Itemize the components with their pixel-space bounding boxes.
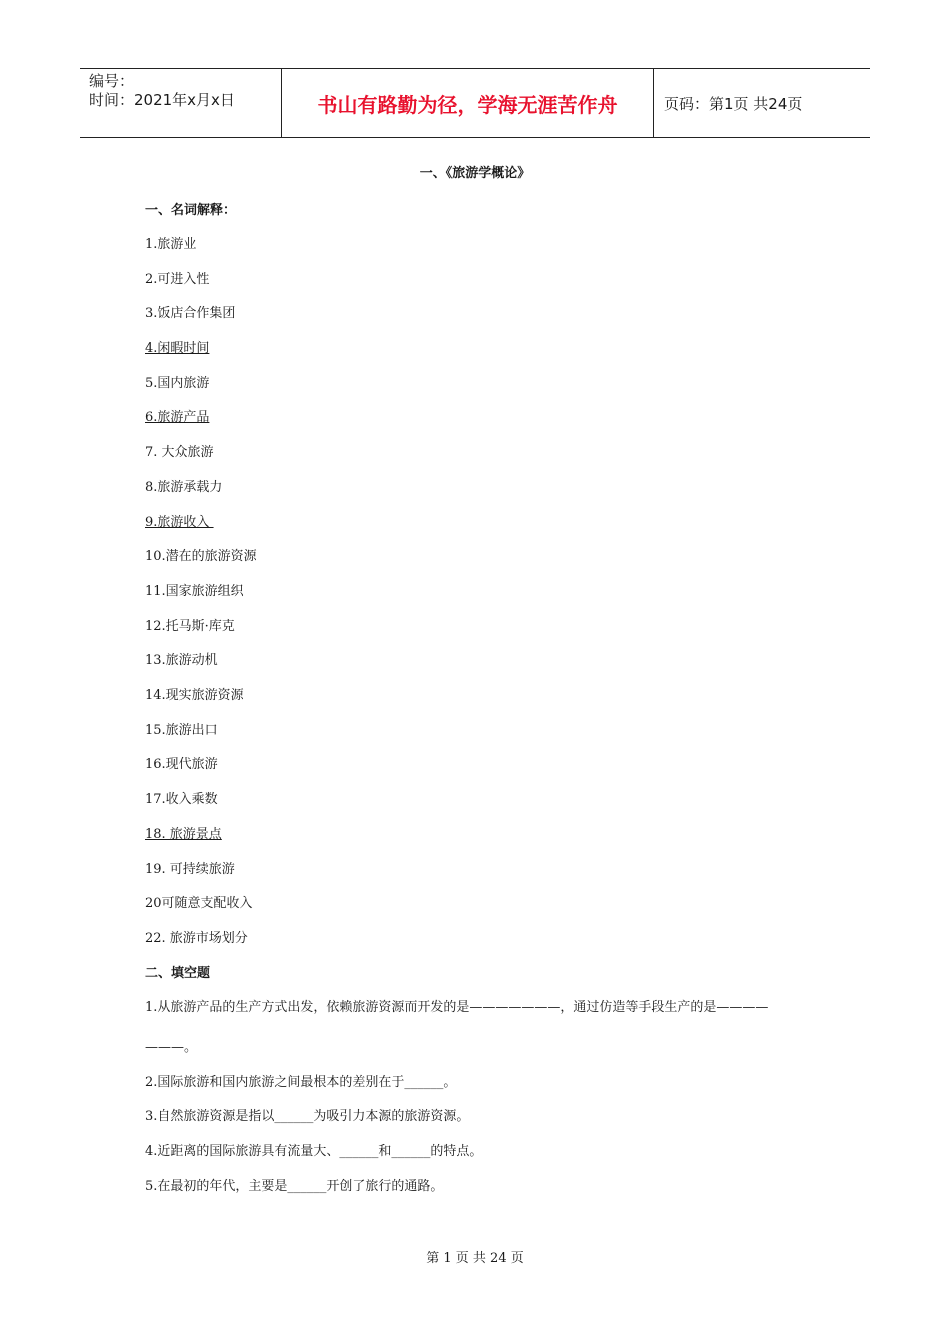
- term-item: 16.现代旅游: [145, 757, 218, 772]
- term-item: 7. 大众旅游: [145, 445, 214, 460]
- question-item: 5.在最初的年代，主要是______开创了旅行的通路。: [145, 1179, 444, 1194]
- term-item: 20可随意支配收入: [145, 896, 253, 911]
- page-footer: 第 1 页 共 24 页: [426, 1251, 524, 1266]
- term-item: 13.旅游动机: [145, 653, 218, 668]
- term-item: 6.旅游产品: [145, 410, 210, 425]
- term-item: 14.现实旅游资源: [145, 688, 244, 703]
- term-item: 17.收入乘数: [145, 792, 218, 807]
- question-item: ———。: [145, 1040, 198, 1055]
- term-item: 3.饭店合作集团: [145, 306, 236, 321]
- term-item: 22. 旅游市场划分: [145, 931, 248, 946]
- term-item: 8.旅游承载力: [145, 480, 223, 495]
- question-item: 4.近距离的国际旅游具有流量大、______和______的特点。: [145, 1144, 483, 1159]
- term-item: 10.潜在的旅游资源: [145, 549, 257, 564]
- question-item: 2.国际旅游和国内旅游之间最根本的差别在于______。: [145, 1075, 457, 1090]
- term-item: 2.可进入性: [145, 272, 210, 287]
- term-item: 11.国家旅游组织: [145, 584, 244, 599]
- section-title-terms: 一、名词解释：: [145, 203, 237, 218]
- header-page-label: 页码：第1页 共24页: [664, 94, 803, 113]
- header-left-cell: [80, 69, 282, 137]
- number-label: 编号：: [89, 72, 135, 90]
- document-header: [80, 68, 870, 138]
- time-label: 时间：2021年x月x日: [89, 91, 235, 109]
- term-item: 19. 可持续旅游: [145, 862, 235, 877]
- term-item: 4.闲暇时间: [145, 341, 210, 356]
- term-item: 15.旅游出口: [145, 723, 218, 738]
- section-title-fill-blank: 二、填空题: [145, 966, 211, 981]
- term-item: 9.旅游收入: [145, 515, 214, 530]
- term-item: 5.国内旅游: [145, 376, 210, 391]
- term-item: 12.托马斯·库克: [145, 619, 235, 634]
- header-motto: 书山有路勤为径，学海无涯苦作舟: [282, 69, 654, 137]
- question-item: 3.自然旅游资源是指以______为吸引力本源的旅游资源。: [145, 1109, 470, 1124]
- term-item: 1.旅游业: [145, 237, 197, 252]
- question-item: 1.从旅游产品的生产方式出发，依赖旅游资源而开发的是———————，通过仿造等手段生产的是————: [145, 1000, 769, 1015]
- document-title: 一、《旅游学概论》: [419, 166, 531, 181]
- term-item: 18. 旅游景点: [145, 827, 222, 842]
